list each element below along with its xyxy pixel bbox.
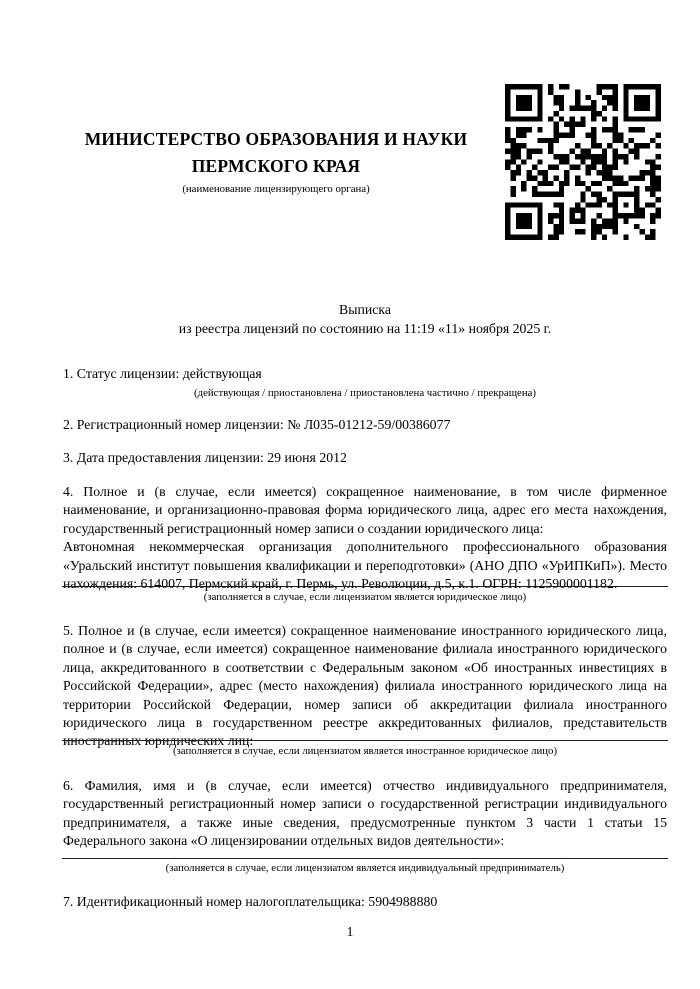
item-4-underline [62, 586, 668, 587]
item-1-note: (действующая / приостановлена / приостановлена частично / прекращена) [194, 387, 536, 399]
item-7-taxpayer-id: 7. Идентификационный номер налогоплательщика: 5904988880 [63, 894, 438, 909]
item-6-individual-entrepreneur: 6. Фамилия, имя и (в случае, если имеется) отчество индивидуального предпринимателя, государственный регистрационный номер записи о государственной регистрации индивидуального предпринимателя, а также иные сведения, предусмотренные пунктом 3 части 1 статьи 15 Федерального закона «О лицензировании отдельных видов деятельности»: [63, 778, 667, 849]
item-5-underline [62, 740, 668, 741]
item-4-note: (заполняется в случае, если лицензиатом является юридическое лицо) [203, 591, 527, 603]
document-title: Выписка [339, 302, 391, 317]
item-4-question: 4. Полное и (в случае, если имеется) сокращенное наименование, в том числе фирменное наименование, и организационно-правовая форма юридического лица, адрес его места нахождения, государственный регистрационный номер записи о создании юридического лица: [63, 484, 667, 536]
item-3-license-date: 3. Дата предоставления лицензии: 29 июня 2012 [63, 450, 347, 465]
item-4-legal-entity [63, 483, 667, 593]
ministry-header [63, 126, 489, 196]
item-6-note: (заполняется в случае, если лицензиатом является индивидуальный предприниматель) [165, 862, 565, 874]
qr-code-icon [505, 84, 661, 240]
document-subtitle: из реестра лицензий по состоянию на 11:19 «11» ноября 2025 г. [178, 320, 552, 336]
ministry-caption: (наименование лицензирующего органа) [182, 183, 370, 195]
item-1-license-status: 1. Статус лицензии: действующая [63, 366, 262, 381]
item-4-answer: Автономная некоммерческая организация дополнительного профессионального образования «Уральский институт повышения квалификации и переподготовки» (АНО ДПО «УрИПКиП»). Место нахождения: 614007, Пермский край, г. Пермь, ул. Революции, д.5, к.1. ОГРН: 1125900001182. [63, 539, 667, 592]
ministry-name-line1: МИНИСТЕРСТВО ОБРАЗОВАНИЯ И НАУКИ [84, 129, 468, 149]
item-2-registration-number: 2. Регистрационный номер лицензии: № Л035-01212-59/00386077 [63, 417, 451, 432]
item-5-foreign-entity: 5. Полное и (в случае, если имеется) сокращенное наименование иностранного юридического лица, полное и (в случае, если имеется) сокращенное наименование филиала иностранного юридического лица, аккредитованного в соответствии с Федеральным законом «Об иностранных инвестициях в Российской Федерации», адрес (место нахождения) филиала иностранного юридического лица на территории Российской Федерации, номер записи об аккредитации филиала иностранного юридического лица в государственном реестре аккредитованных филиалов, представительств иностранных юридических лиц: [63, 623, 667, 749]
document-title-block [63, 301, 667, 338]
item-6-underline [62, 858, 668, 859]
item-5-note: (заполняется в случае, если лицензиатом является иностранное юридическое лицо) [172, 745, 558, 757]
ministry-name-line2: ПЕРМСКОГО КРАЯ [191, 156, 361, 176]
page-number: 1 [346, 924, 354, 939]
